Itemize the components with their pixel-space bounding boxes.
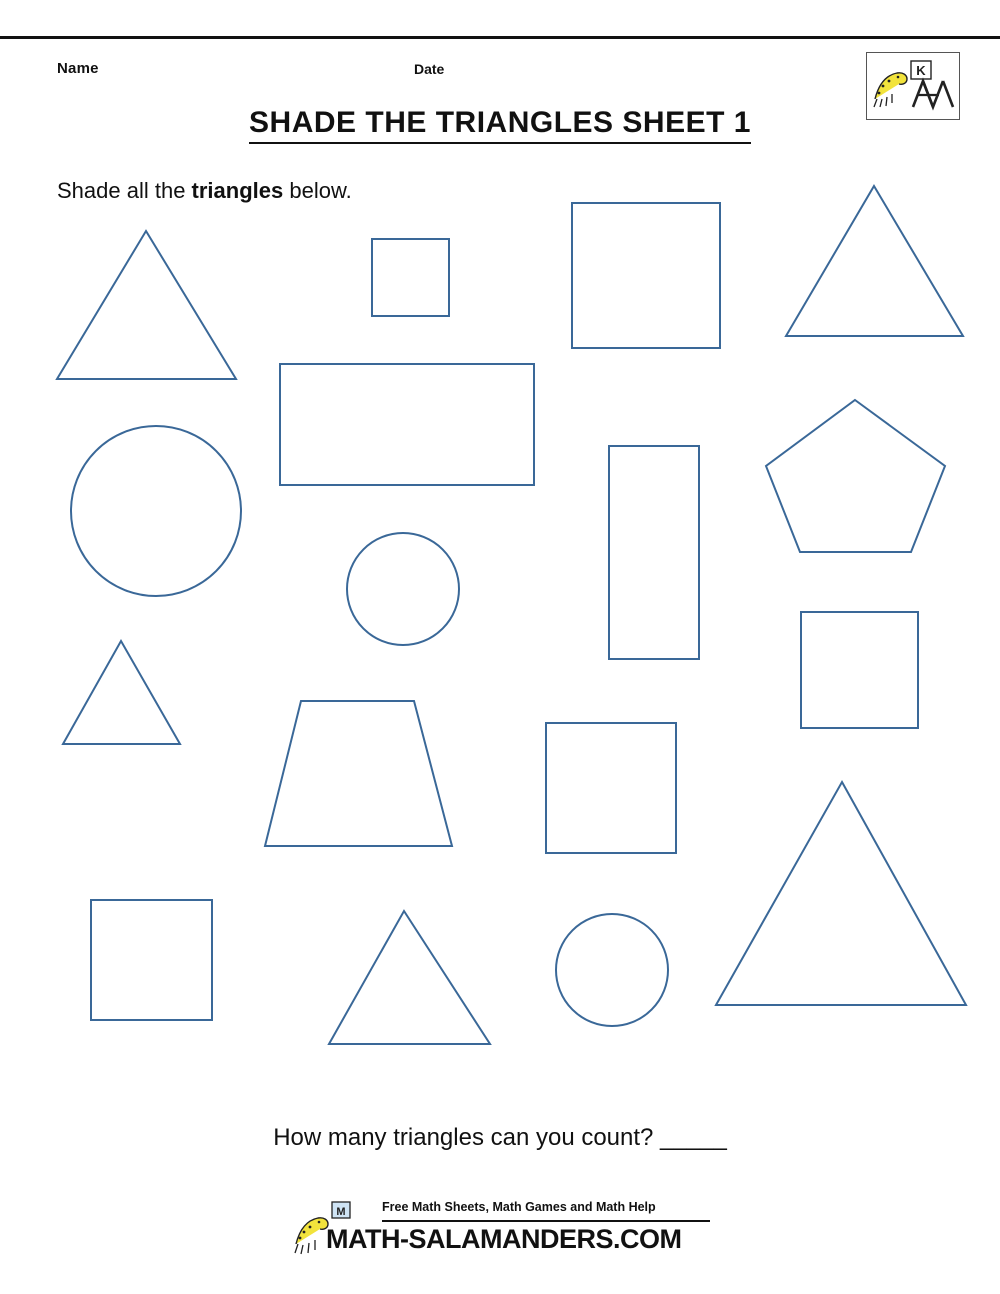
square-large-top[interactable] [572, 203, 720, 348]
instruction-suffix: below. [283, 178, 352, 203]
circle-large-left[interactable] [71, 426, 241, 596]
footer [0, 1196, 1000, 1281]
svg-text:M: M [336, 1206, 346, 1218]
triangle-large-top-left[interactable] [57, 231, 236, 379]
instruction-bold: triangles [191, 178, 284, 203]
pentagon-right[interactable] [766, 400, 945, 552]
instruction-prefix: Shade all the [57, 178, 192, 203]
footer-divider [382, 1220, 710, 1222]
triangle-bottom-middle[interactable] [329, 911, 490, 1044]
name-label: Name [57, 60, 99, 77]
count-question: How many triangles can you count? _____ [273, 1124, 727, 1151]
square-medium-right[interactable] [801, 612, 918, 728]
square-bottom-left[interactable] [91, 900, 212, 1020]
footer-site-name: MATH-SALAMANDERS.COM [326, 1224, 682, 1254]
rectangle-tall-middle[interactable] [609, 446, 699, 659]
triangle-top-right[interactable] [786, 186, 963, 336]
triangle-large-bottom-right[interactable] [716, 782, 966, 1005]
page-title-text: SHADE THE TRIANGLES SHEET 1 [249, 106, 751, 144]
triangle-small-left[interactable] [63, 641, 180, 744]
circle-bottom-middle[interactable] [556, 914, 668, 1026]
date-label: Date [414, 61, 445, 77]
footer-tagline: Free Math Sheets, Math Games and Math Help [382, 1200, 656, 1214]
trapezoid-middle[interactable] [265, 701, 452, 846]
rectangle-wide-middle[interactable] [280, 364, 534, 485]
square-small-top[interactable] [372, 239, 449, 316]
svg-text:K: K [916, 63, 926, 78]
circle-small-middle[interactable] [347, 533, 459, 645]
square-medium-middle[interactable] [546, 723, 676, 853]
